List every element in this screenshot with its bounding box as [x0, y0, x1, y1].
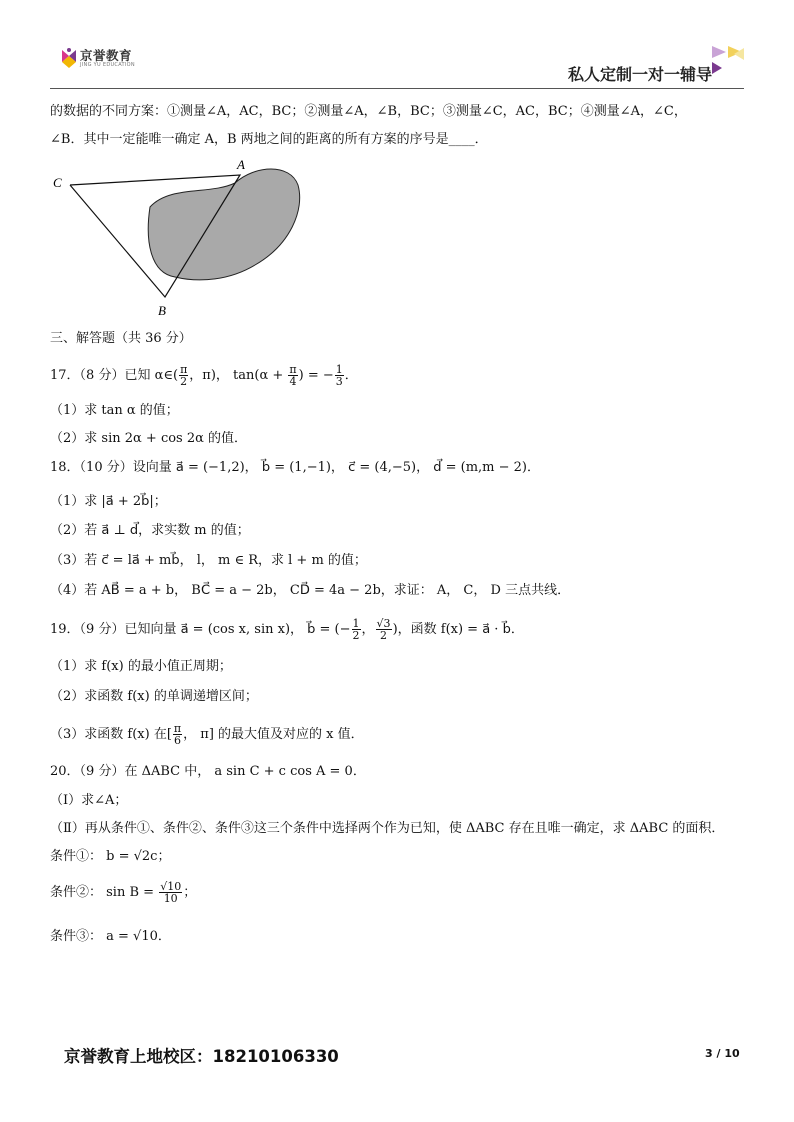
q20-stem: 20．（9 分）在 ΔABC 中， a sin C + c cos A = 0． — [50, 764, 366, 779]
q17-part-2: （2）求 sin 2α + cos 2α 的值． — [50, 431, 248, 446]
q20-c2-a: 条件②： sin B = — [50, 885, 159, 900]
q17-frac3-num: 1 — [335, 363, 343, 376]
footer-contact: 京誉教育上地校区：18210106330 — [64, 1047, 339, 1066]
q17-stem — [50, 363, 358, 389]
q19-stem-a: 19．（9 分）已知向量 a⃗ = (cos x, sin x)， b⃗ = (− — [50, 622, 351, 637]
brand-logo — [60, 44, 140, 74]
q17-frac2-num: π — [289, 363, 297, 376]
q20-condition-1: 条件①： b = √2c； — [50, 849, 171, 864]
label-b: B — [158, 303, 166, 318]
logo-text: 京誉教育 — [80, 48, 133, 63]
q18-part-3: （3）若 c⃗ = la⃗ + mb⃗， l， m ∈ R，求 l + m 的值； — [50, 553, 367, 568]
label-c: C — [53, 175, 62, 190]
q19-stem-b: ， — [361, 622, 375, 637]
header-triangles-icon — [710, 42, 750, 82]
q16-line-2: ∠B．其中一定能唯一确定 A，B 两地之间的距离的所有方案的序号是____． — [50, 132, 488, 147]
q19-p3-frac — [173, 723, 182, 746]
q19-part-3 — [50, 722, 364, 748]
label-a: A — [237, 157, 245, 172]
q19-frac-1 — [352, 618, 361, 641]
q17-part-1: （1）求 tan α 的值； — [50, 403, 179, 418]
lake-shape — [148, 169, 299, 280]
q19-p3-a: （3）求函数 f(x) 在[ — [50, 727, 172, 742]
q19-frac1-num: 1 — [352, 617, 360, 630]
q17-frac-3 — [335, 364, 344, 387]
q16-line-1: 的数据的不同方案：①测量∠A，AC，BC；②测量∠A，∠B，BC；③测量∠C，AC，BC；④测量∠A，∠C， — [50, 104, 687, 119]
q20-c2-frac — [159, 881, 182, 904]
q17-stem-a: 17．（8 分）已知 α∈( — [50, 368, 179, 383]
q20-condition-2 — [50, 880, 196, 906]
q19-part-2: （2）求函数 f(x) 的单调递增区间； — [50, 689, 258, 704]
q18-part-1: （1）求 |a⃗ + 2b⃗|； — [50, 494, 167, 509]
q19-frac-2 — [376, 618, 392, 641]
q17-frac2-den: 4 — [289, 375, 297, 388]
q20-part-1: （Ⅰ）求∠A； — [50, 793, 128, 808]
q17-frac1-den: 2 — [180, 375, 188, 388]
q17-stem-c: ) = − — [298, 368, 334, 383]
q18-stem: 18．（10 分）设向量 a⃗ = (−1,2)， b⃗ = (1,−1)， c⃗ = (4,−5)， d⃗ = (m,m − 2)． — [50, 460, 540, 475]
page-number: 3 / 10 — [705, 1047, 740, 1060]
q19-p3-frac-den: 6 — [174, 734, 182, 747]
q20-condition-3: 条件③： a = √10． — [50, 929, 171, 944]
q19-frac2-num: √3 — [376, 617, 391, 630]
q19-frac2-den: 2 — [380, 629, 388, 642]
section-title: 三、解答题（共 36 分） — [50, 331, 192, 346]
q17-frac-2 — [288, 364, 297, 387]
q17-frac-1 — [179, 364, 188, 387]
q17-frac3-den: 3 — [335, 375, 343, 388]
q19-p3-frac-num: π — [173, 722, 182, 735]
q19-frac1-den: 2 — [352, 629, 360, 642]
q19-part-1: （1）求 f(x) 的最小值正周期； — [50, 659, 232, 674]
header-divider — [50, 88, 744, 89]
q19-stem-c: )，函数 f(x) = a⃗ · b⃗． — [392, 622, 524, 637]
logo-subtext: JING YU EDUCATION — [80, 62, 135, 68]
logo-mark-icon — [60, 46, 78, 70]
q20-c2-b: ； — [183, 885, 197, 900]
q19-p3-b: ， π] 的最大值及对应的 x 值． — [183, 727, 364, 742]
q18-part-4: （4）若 AB⃗ = a + b， BC⃗ = a − 2b， CD⃗ = 4a − 2b，求证： A， C， D 三点共线． — [50, 583, 571, 598]
q16-figure — [50, 155, 310, 320]
q17-stem-b: ，π)， tan(α + — [189, 368, 288, 383]
q17-stem-d: ． — [344, 368, 358, 383]
q20-c2-frac-num: √10 — [160, 880, 182, 893]
q18-part-2: （2）若 a⃗ ⊥ d⃗，求实数 m 的值； — [50, 523, 250, 538]
q20-c2-frac-den: 10 — [163, 892, 178, 905]
q20-part-2: （Ⅱ）再从条件①、条件②、条件③这三个条件中选择两个作为已知，使 ΔABC 存在且唯一确定，求 ΔABC 的面积． — [50, 821, 725, 836]
q17-frac1-num: π — [180, 363, 188, 376]
q19-stem — [50, 617, 524, 643]
header-slogan: 私人定制一对一辅导 — [567, 65, 712, 84]
